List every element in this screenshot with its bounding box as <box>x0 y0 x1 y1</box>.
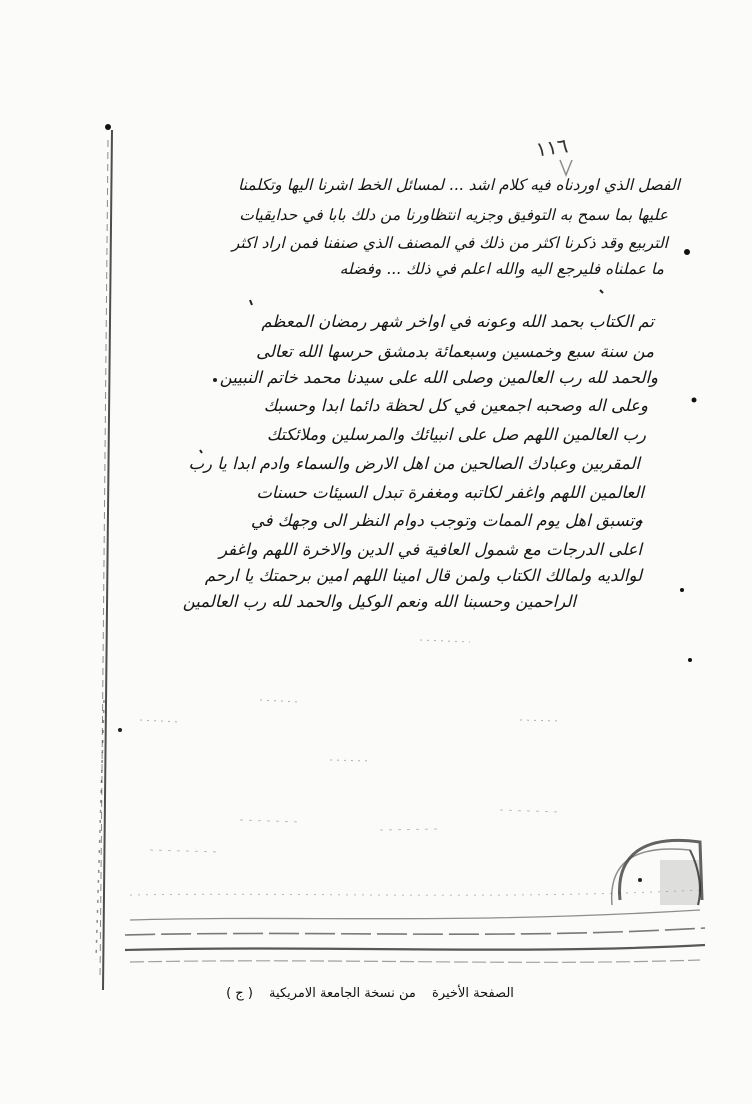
manuscript-line: ما عملناه فليرجع اليه والله اعلم في ذلك ... وفضله <box>339 260 664 278</box>
caption-source: من نسخة الجامعة الامريكية <box>269 986 416 1001</box>
manuscript-line: عليها بما سمح به التوفيق وجزيه انتظاورنا من دلك بابا في حدايقيات <box>239 206 668 224</box>
colophon-line: من سنة سبع وخمسين وسبعمائة بدمشق حرسها الله تعالى <box>256 342 654 361</box>
colophon-line: الراحمين وحسبنا الله ونعم الوكيل والحمد لله رب العالمين <box>182 592 576 611</box>
caption-siglum: ( ج ) <box>226 986 253 1001</box>
page-caption <box>180 986 560 1001</box>
colophon-line: وعلى اله وصحبه اجمعين في كل لحظة دائما ابدا وحسبك <box>263 396 648 415</box>
colophon-line: اعلى الدرجات مع شمول العافية في الدين والاخرة اللهم واغفر <box>219 540 642 559</box>
colophon-line: وتسبق اهل يوم الممات وتوجب دوام النظر الى وجهك في <box>250 511 642 530</box>
colophon-line: رب العالمين اللهم صل على انبيائك والمرسلين وملائكتك <box>266 425 646 444</box>
colophon-line: لوالديه ولمالك الكتاب ولمن قال امينا اللهم امين برحمتك يا ارحم <box>204 566 642 585</box>
folio-number: ١١٦ <box>534 133 570 162</box>
colophon-line: والحمد لله رب العالمين وصلى الله على سيدنا محمد خاتم النبيين <box>219 368 658 387</box>
colophon-line: المقربين وعبادك الصالحين من اهل الارض والسماء وادم ابدا يا رب <box>188 454 640 473</box>
manuscript-line: التربيع وقد ذكرنا اكثر من ذلك في المصنف الذي صنفنا فمن اراد اكثر <box>231 234 668 252</box>
caption-label: الصفحة الأخيرة <box>432 986 514 1001</box>
manuscript-line: الفصل الذي اوردناه فيه كلام اشد ... لمسائل الخط اشرنا اليها وتكلمنا <box>237 176 680 194</box>
colophon-line: تم الكتاب بحمد الله وعونه في اواخر شهر رمضان المعظم <box>261 312 654 331</box>
colophon-line: العالمين اللهم واغفر لكاتبه ومغفرة تبدل السيئات حسنات <box>256 483 644 502</box>
